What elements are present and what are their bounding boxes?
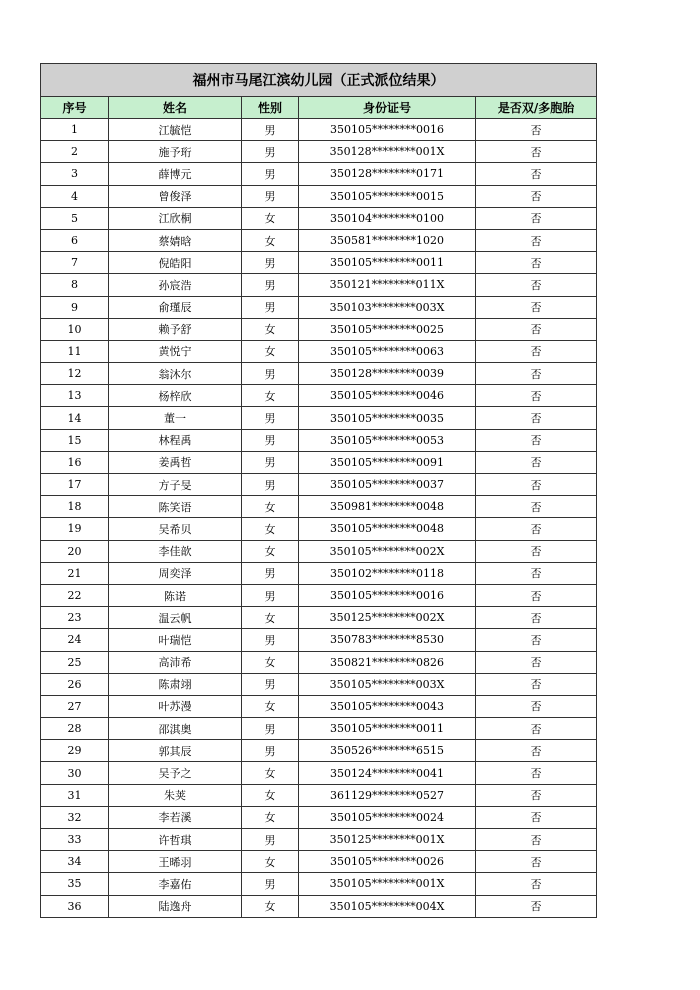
cell-sex: 男	[242, 873, 299, 895]
cell-sex: 女	[242, 496, 299, 518]
cell-name: 林程禹	[109, 429, 242, 451]
cell-sex: 女	[242, 784, 299, 806]
cell-twin: 否	[476, 185, 597, 207]
cell-no: 22	[41, 584, 109, 606]
title-row	[41, 64, 597, 97]
cell-no: 6	[41, 229, 109, 251]
cell-name: 周奕泽	[109, 562, 242, 584]
cell-name: 吴予之	[109, 762, 242, 784]
table-row	[41, 651, 597, 673]
cell-no: 25	[41, 651, 109, 673]
cell-sex: 男	[242, 584, 299, 606]
cell-id: 350105********0063	[299, 340, 476, 362]
cell-no: 5	[41, 207, 109, 229]
cell-sex: 男	[242, 163, 299, 185]
cell-name: 吴希贝	[109, 518, 242, 540]
cell-name: 高沛希	[109, 651, 242, 673]
cell-id: 350783********8530	[299, 629, 476, 651]
cell-twin: 否	[476, 296, 597, 318]
column-header-no: 序号	[41, 97, 109, 119]
cell-name: 施予珩	[109, 141, 242, 163]
cell-no: 30	[41, 762, 109, 784]
cell-id: 350105********0053	[299, 429, 476, 451]
cell-name: 薛博元	[109, 163, 242, 185]
cell-no: 7	[41, 252, 109, 274]
table-row	[41, 429, 597, 451]
cell-id: 350104********0100	[299, 207, 476, 229]
table-row	[41, 851, 597, 873]
cell-twin: 否	[476, 451, 597, 473]
cell-no: 29	[41, 740, 109, 762]
cell-twin: 否	[476, 252, 597, 274]
cell-twin: 否	[476, 851, 597, 873]
table-title: 福州市马尾江滨幼儿园（正式派位结果）	[41, 64, 597, 97]
cell-no: 17	[41, 474, 109, 496]
cell-no: 28	[41, 718, 109, 740]
cell-sex: 男	[242, 562, 299, 584]
cell-id: 350105********0016	[299, 119, 476, 141]
table-row	[41, 407, 597, 429]
table-row	[41, 141, 597, 163]
cell-name: 陈肃翊	[109, 673, 242, 695]
table-row	[41, 451, 597, 473]
cell-no: 32	[41, 806, 109, 828]
table-row	[41, 518, 597, 540]
cell-no: 13	[41, 385, 109, 407]
cell-twin: 否	[476, 895, 597, 917]
cell-sex: 男	[242, 274, 299, 296]
cell-name: 温云帆	[109, 607, 242, 629]
cell-twin: 否	[476, 784, 597, 806]
table-row	[41, 562, 597, 584]
cell-name: 翁沐尔	[109, 363, 242, 385]
table-row	[41, 385, 597, 407]
cell-id: 350526********6515	[299, 740, 476, 762]
cell-no: 33	[41, 829, 109, 851]
header-row	[41, 97, 597, 119]
cell-name: 叶苏漫	[109, 695, 242, 717]
cell-twin: 否	[476, 141, 597, 163]
cell-twin: 否	[476, 407, 597, 429]
table-row	[41, 740, 597, 762]
table-row	[41, 363, 597, 385]
result-table	[40, 63, 597, 918]
cell-sex: 女	[242, 340, 299, 362]
cell-twin: 否	[476, 363, 597, 385]
column-header-name: 姓名	[109, 97, 242, 119]
cell-id: 350105********001X	[299, 873, 476, 895]
table-row	[41, 784, 597, 806]
table-row	[41, 806, 597, 828]
cell-name: 邵淇奥	[109, 718, 242, 740]
cell-no: 35	[41, 873, 109, 895]
cell-name: 俞瑾辰	[109, 296, 242, 318]
cell-id: 350128********0171	[299, 163, 476, 185]
cell-twin: 否	[476, 474, 597, 496]
cell-id: 350105********0015	[299, 185, 476, 207]
table-row	[41, 584, 597, 606]
cell-twin: 否	[476, 718, 597, 740]
cell-twin: 否	[476, 607, 597, 629]
cell-id: 350125********002X	[299, 607, 476, 629]
cell-twin: 否	[476, 496, 597, 518]
cell-id: 350105********0037	[299, 474, 476, 496]
cell-name: 陈诺	[109, 584, 242, 606]
cell-no: 27	[41, 695, 109, 717]
cell-no: 21	[41, 562, 109, 584]
cell-sex: 女	[242, 229, 299, 251]
cell-sex: 男	[242, 252, 299, 274]
cell-twin: 否	[476, 562, 597, 584]
cell-name: 郭其辰	[109, 740, 242, 762]
cell-id: 350821********0826	[299, 651, 476, 673]
cell-sex: 男	[242, 185, 299, 207]
cell-id: 350105********0046	[299, 385, 476, 407]
cell-twin: 否	[476, 584, 597, 606]
cell-twin: 否	[476, 540, 597, 562]
cell-no: 14	[41, 407, 109, 429]
cell-no: 9	[41, 296, 109, 318]
cell-id: 350103********003X	[299, 296, 476, 318]
cell-name: 叶瑞恺	[109, 629, 242, 651]
cell-no: 16	[41, 451, 109, 473]
cell-id: 361129********0527	[299, 784, 476, 806]
cell-sex: 女	[242, 651, 299, 673]
cell-sex: 女	[242, 851, 299, 873]
cell-id: 350128********001X	[299, 141, 476, 163]
cell-twin: 否	[476, 740, 597, 762]
table-row	[41, 207, 597, 229]
cell-twin: 否	[476, 762, 597, 784]
cell-id: 350981********0048	[299, 496, 476, 518]
table-row	[41, 496, 597, 518]
cell-name: 董一	[109, 407, 242, 429]
table-row	[41, 540, 597, 562]
table-row	[41, 296, 597, 318]
cell-twin: 否	[476, 163, 597, 185]
cell-sex: 女	[242, 318, 299, 340]
cell-no: 11	[41, 340, 109, 362]
cell-no: 4	[41, 185, 109, 207]
cell-sex: 男	[242, 296, 299, 318]
cell-no: 24	[41, 629, 109, 651]
cell-twin: 否	[476, 829, 597, 851]
cell-twin: 否	[476, 229, 597, 251]
cell-id: 350128********0039	[299, 363, 476, 385]
table-row	[41, 829, 597, 851]
cell-no: 23	[41, 607, 109, 629]
cell-sex: 男	[242, 673, 299, 695]
table-row	[41, 673, 597, 695]
cell-sex: 女	[242, 385, 299, 407]
cell-no: 12	[41, 363, 109, 385]
table-row	[41, 163, 597, 185]
cell-no: 10	[41, 318, 109, 340]
cell-sex: 男	[242, 363, 299, 385]
table-row	[41, 873, 597, 895]
cell-name: 李佳歆	[109, 540, 242, 562]
cell-name: 黄悦宁	[109, 340, 242, 362]
cell-sex: 男	[242, 119, 299, 141]
cell-id: 350105********0026	[299, 851, 476, 873]
cell-sex: 女	[242, 540, 299, 562]
cell-no: 1	[41, 119, 109, 141]
cell-sex: 男	[242, 451, 299, 473]
cell-name: 朱荚	[109, 784, 242, 806]
table-row	[41, 629, 597, 651]
cell-sex: 男	[242, 141, 299, 163]
cell-id: 350105********004X	[299, 895, 476, 917]
cell-sex: 女	[242, 607, 299, 629]
cell-id: 350105********0024	[299, 806, 476, 828]
cell-sex: 女	[242, 207, 299, 229]
table-row	[41, 185, 597, 207]
cell-no: 36	[41, 895, 109, 917]
cell-name: 许哲琪	[109, 829, 242, 851]
cell-name: 李若溪	[109, 806, 242, 828]
cell-no: 8	[41, 274, 109, 296]
cell-name: 陈笑语	[109, 496, 242, 518]
table-row	[41, 695, 597, 717]
cell-no: 31	[41, 784, 109, 806]
cell-id: 350105********0035	[299, 407, 476, 429]
cell-name: 王晞羽	[109, 851, 242, 873]
cell-name: 赖予舒	[109, 318, 242, 340]
cell-name: 陆逸舟	[109, 895, 242, 917]
cell-sex: 女	[242, 518, 299, 540]
cell-twin: 否	[476, 340, 597, 362]
cell-no: 26	[41, 673, 109, 695]
cell-name: 江毓恺	[109, 119, 242, 141]
cell-name: 方子旻	[109, 474, 242, 496]
column-header-sex: 性别	[242, 97, 299, 119]
cell-twin: 否	[476, 873, 597, 895]
table-row	[41, 474, 597, 496]
cell-name: 曾俊泽	[109, 185, 242, 207]
cell-id: 350105********0016	[299, 584, 476, 606]
cell-id: 350105********0011	[299, 252, 476, 274]
cell-name: 孙宸浩	[109, 274, 242, 296]
cell-twin: 否	[476, 274, 597, 296]
cell-twin: 否	[476, 629, 597, 651]
table-row	[41, 340, 597, 362]
cell-name: 杨梓欣	[109, 385, 242, 407]
cell-id: 350105********002X	[299, 540, 476, 562]
cell-id: 350581********1020	[299, 229, 476, 251]
cell-id: 350124********0041	[299, 762, 476, 784]
cell-name: 李嘉佑	[109, 873, 242, 895]
cell-sex: 女	[242, 762, 299, 784]
table-body	[41, 119, 597, 918]
cell-id: 350121********011X	[299, 274, 476, 296]
cell-no: 3	[41, 163, 109, 185]
cell-sex: 男	[242, 629, 299, 651]
cell-twin: 否	[476, 207, 597, 229]
cell-twin: 否	[476, 806, 597, 828]
cell-sex: 女	[242, 806, 299, 828]
cell-id: 350102********0118	[299, 562, 476, 584]
cell-name: 倪皓阳	[109, 252, 242, 274]
cell-sex: 男	[242, 740, 299, 762]
cell-no: 15	[41, 429, 109, 451]
table-row	[41, 119, 597, 141]
table-row	[41, 229, 597, 251]
cell-id: 350105********0025	[299, 318, 476, 340]
cell-twin: 否	[476, 651, 597, 673]
table-row	[41, 318, 597, 340]
cell-sex: 男	[242, 829, 299, 851]
cell-name: 姜禹哲	[109, 451, 242, 473]
cell-sex: 男	[242, 718, 299, 740]
table-row	[41, 274, 597, 296]
cell-sex: 女	[242, 895, 299, 917]
cell-no: 18	[41, 496, 109, 518]
table-row	[41, 895, 597, 917]
cell-twin: 否	[476, 119, 597, 141]
cell-twin: 否	[476, 673, 597, 695]
cell-sex: 女	[242, 695, 299, 717]
table-row	[41, 607, 597, 629]
cell-no: 20	[41, 540, 109, 562]
cell-sex: 男	[242, 474, 299, 496]
cell-twin: 否	[476, 429, 597, 451]
cell-id: 350105********0043	[299, 695, 476, 717]
cell-id: 350105********0011	[299, 718, 476, 740]
cell-twin: 否	[476, 695, 597, 717]
cell-twin: 否	[476, 318, 597, 340]
cell-name: 蔡婧晗	[109, 229, 242, 251]
column-header-id: 身份证号	[299, 97, 476, 119]
cell-id: 350105********0091	[299, 451, 476, 473]
cell-twin: 否	[476, 518, 597, 540]
table-row	[41, 762, 597, 784]
cell-id: 350125********001X	[299, 829, 476, 851]
cell-name: 江欣桐	[109, 207, 242, 229]
cell-no: 2	[41, 141, 109, 163]
cell-id: 350105********0048	[299, 518, 476, 540]
table-row	[41, 252, 597, 274]
cell-sex: 男	[242, 407, 299, 429]
cell-no: 19	[41, 518, 109, 540]
cell-no: 34	[41, 851, 109, 873]
table-row	[41, 718, 597, 740]
cell-sex: 男	[242, 429, 299, 451]
cell-twin: 否	[476, 385, 597, 407]
column-header-twin: 是否双/多胞胎	[476, 97, 597, 119]
cell-id: 350105********003X	[299, 673, 476, 695]
